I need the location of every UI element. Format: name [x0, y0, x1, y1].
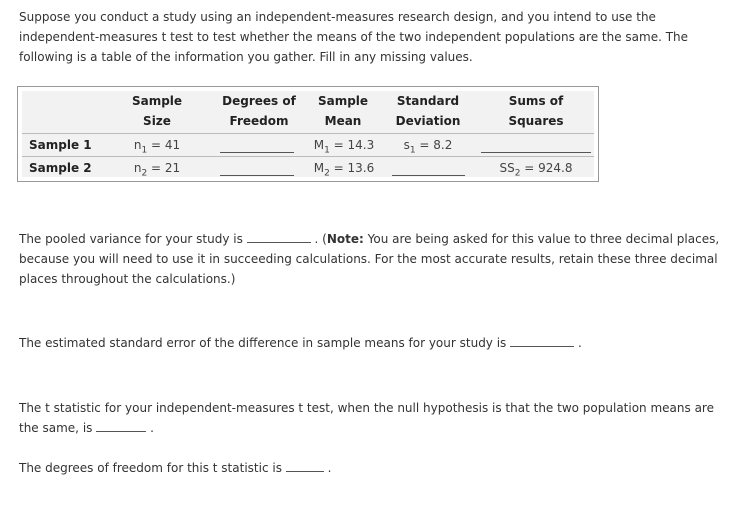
- row-label-sample-2: Sample 2: [29, 161, 92, 175]
- header-standard-deviation: [388, 91, 468, 131]
- symbol: M: [313, 161, 325, 175]
- question-text: The pooled variance for your study is: [19, 232, 243, 246]
- value: = 14.3: [329, 138, 375, 152]
- subscript: 2: [324, 168, 330, 179]
- intro-text: Suppose you conduct a study using an independent-measures research design, and you intend to use the independent-measures t test to test whether the means of the two independent populations are the same. The following is a table of the information you gather. Fill in any missing values.: [19, 10, 689, 64]
- value: = 21: [147, 161, 181, 175]
- question-degrees-of-freedom: [19, 458, 735, 478]
- subscript: 1: [141, 145, 148, 156]
- question-text: . (: [314, 232, 327, 246]
- question-standard-error: [19, 333, 735, 353]
- pooled-variance-input[interactable]: [247, 230, 311, 243]
- subscript: 2: [514, 168, 521, 179]
- sample-2-mean: [304, 161, 384, 178]
- header-sample-mean: [308, 91, 378, 131]
- question-text: .: [327, 461, 332, 475]
- row-label-sample-1: Sample 1: [29, 138, 92, 152]
- subscript: 1: [324, 145, 330, 156]
- note-label: Note:: [326, 232, 364, 246]
- header-text: Freedom: [229, 114, 289, 128]
- header-degrees-of-freedom: [214, 91, 304, 131]
- question-text: The degrees of freedom for this t statistic is: [19, 461, 282, 475]
- question-text: The t statistic for your independent-measures t test, when the null hypothesis is that the two population means are the same, is: [19, 401, 714, 435]
- header-text: Sums of: [508, 94, 564, 108]
- value: = 924.8: [520, 161, 573, 175]
- question-text: .: [150, 421, 154, 435]
- sample-1-size: [122, 138, 192, 155]
- degrees-of-freedom-input[interactable]: [286, 459, 324, 472]
- symbol: SS: [499, 161, 515, 175]
- header-text: Sample: [317, 94, 369, 108]
- value: = 8.2: [415, 138, 453, 152]
- sample-1-df-input[interactable]: [220, 152, 294, 153]
- header-divider: [22, 133, 594, 134]
- header-text: Mean: [324, 114, 362, 128]
- header-text: Deviation: [395, 114, 461, 128]
- sample-1-sd: [388, 138, 468, 155]
- question-pooled-variance: [19, 229, 735, 289]
- header-sample-size: [122, 91, 192, 131]
- symbol: M: [313, 138, 325, 152]
- value: = 13.6: [329, 161, 375, 175]
- symbol: n: [133, 138, 142, 152]
- header-text: Squares: [508, 114, 564, 128]
- header-text: Degrees of: [222, 94, 296, 108]
- sample-1-mean: [304, 138, 384, 155]
- symbol: n: [133, 161, 142, 175]
- t-statistic-input[interactable]: [96, 419, 146, 432]
- subscript: 2: [141, 168, 148, 179]
- row-divider: [22, 156, 594, 157]
- symbol: s: [403, 138, 410, 152]
- sample-2-sd-input[interactable]: [392, 175, 465, 176]
- question-t-statistic: [19, 398, 735, 438]
- header-text: Sample: [131, 94, 183, 108]
- header-text: Standard: [396, 94, 460, 108]
- sample-2-size: [122, 161, 192, 178]
- header-sums-of-squares: [486, 91, 586, 131]
- question-text: The estimated standard error of the difference in sample means for your study is: [19, 336, 507, 350]
- sample-2-ss: [481, 161, 591, 178]
- sample-1-ss-input[interactable]: [481, 152, 591, 153]
- data-table: [17, 86, 599, 182]
- standard-error-input[interactable]: [510, 334, 574, 347]
- sample-2-df-input[interactable]: [220, 175, 294, 176]
- value: = 41: [147, 138, 181, 152]
- note-text: You are being asked for this value to three decimal places, because you will need to use it in succeeding calculations. For the most accurate results, retain these three decimal places throughout the calculations.): [19, 232, 720, 286]
- header-text: Size: [143, 114, 171, 128]
- question-text: .: [577, 336, 582, 350]
- subscript: 1: [409, 145, 416, 156]
